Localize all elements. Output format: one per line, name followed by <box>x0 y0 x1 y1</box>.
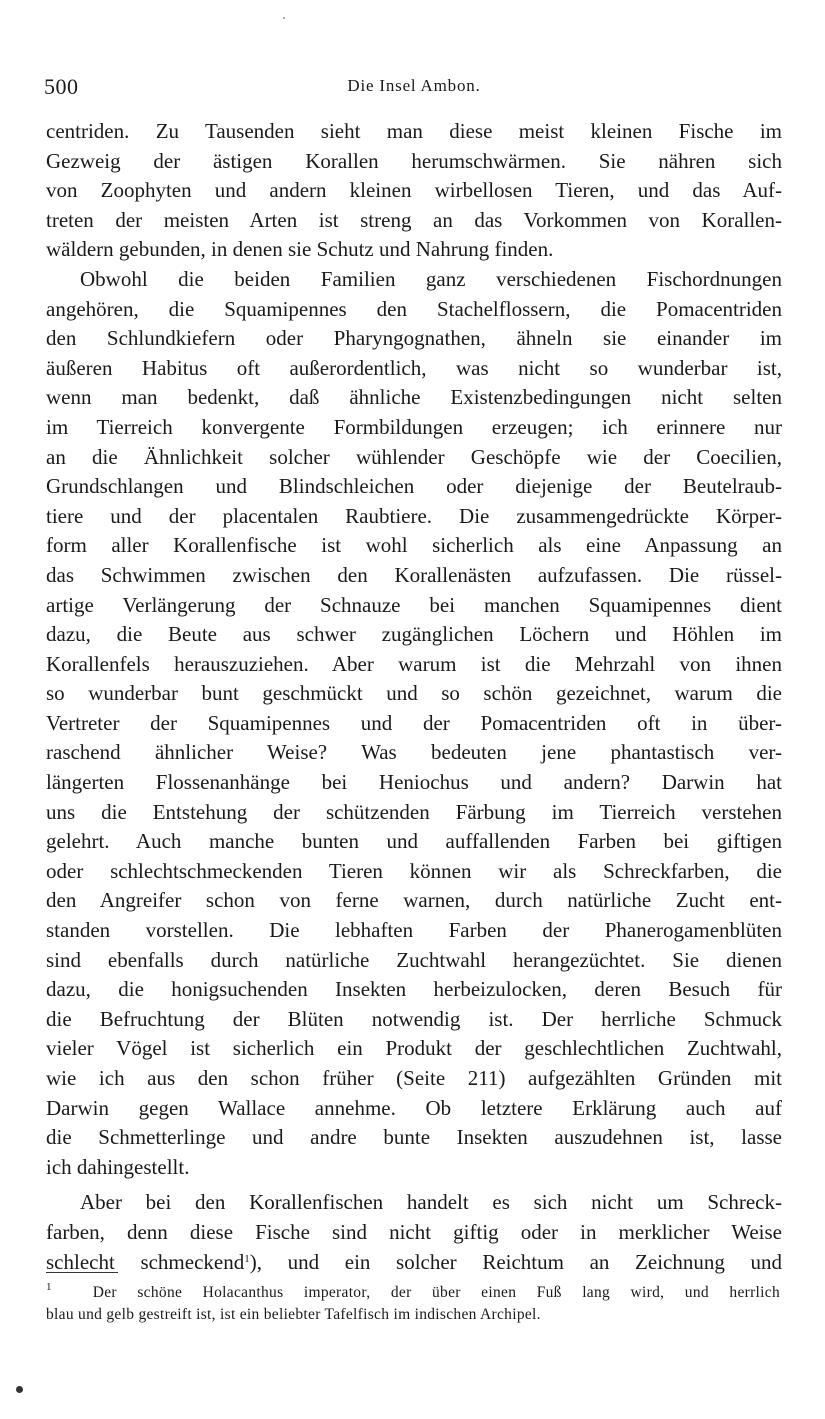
text-line: gelehrt. Auch manche bunten und auffallenden Farben bei giftigen <box>46 829 782 854</box>
text-line: tiere und der placentalen Raubtiere. Die zusammengedrückte Körper- <box>46 503 782 528</box>
text-line: Korallenfels herauszuziehen. Aber warum ist die Mehrzahl von ihnen <box>46 651 782 676</box>
footnote-reference[interactable]: 1 <box>244 1252 250 1265</box>
footnote <box>46 1282 780 1326</box>
footnote-line: blau und gelb gestreift ist, ist ein beliebter Tafelfisch im indischen Archipel. <box>46 1306 541 1323</box>
text-line: dazu, die Beute aus schwer zugänglichen Löchern und Höhlen im <box>46 622 782 647</box>
text-line: angehören, die Squamipennes den Stachelflossern, die Pomacentriden <box>46 296 782 321</box>
text-line: Aber bei den Korallenfischen handelt es sich nicht um Schreck- <box>80 1190 782 1215</box>
text-segment: ), und ein solcher Reichtum an Zeichnung und <box>249 1249 782 1274</box>
paper-speck <box>283 17 285 19</box>
text-line: Grundschlangen und Blindschleichen oder diejenige der Beutelraub- <box>46 474 782 499</box>
text-line: wie ich aus den schon früher (Seite 211) aufgezählten Gründen mit <box>46 1066 782 1090</box>
text-line: das Schwimmen zwischen den Korallenästen aufzufassen. Die rüssel- <box>46 562 782 587</box>
text-line: treten der meisten Arten ist streng an das Vorkommen von Korallen- <box>46 207 782 232</box>
footnote-text: Der schöne Holacanthus imperator, der über einen Fuß lang wird, und herrlich <box>92 1284 780 1301</box>
text-line: oder schlechtschmeckenden Tieren können wir als Schreckfarben, die <box>46 858 782 883</box>
text-line: die Schmetterlinge und andre bunte Insekten auszudehnen ist, lasse <box>46 1125 782 1150</box>
text-line: dazu, die honigsuchenden Insekten herbeizulocken, deren Besuch für <box>46 977 782 1002</box>
text-line: von Zoophyten und andern kleinen wirbellosen Tieren, und das Auf- <box>46 178 782 203</box>
paper-speck <box>16 1386 23 1393</box>
text-line: den Schlundkiefern oder Pharyngognathen, ähneln sie einander im <box>46 326 782 351</box>
footnote-divider <box>46 1272 118 1273</box>
text-line: Obwohl die beiden Familien ganz verschiedenen Fischordnungen <box>80 266 782 291</box>
text-segment: schlecht schmeckend <box>46 1249 245 1274</box>
text-line: ich dahingestellt. <box>46 1154 190 1179</box>
text-line: längerten Flossenanhänge bei Heniochus und andern? Darwin hat <box>46 770 782 795</box>
page-header <box>44 74 784 104</box>
paragraph <box>46 117 782 265</box>
running-title: Die Insel Ambon. <box>347 76 481 95</box>
text-line: äußeren Habitus oft außerordentlich, was nicht so wunderbar ist, <box>46 355 782 380</box>
text-line: sind ebenfalls durch natürliche Zuchtwahl herangezüchtet. Sie dienen <box>46 947 782 972</box>
paragraph <box>46 265 782 1182</box>
footnote-line <box>46 1282 780 1304</box>
footnote-marker: 1 <box>46 1281 52 1293</box>
page-number: 500 <box>44 74 79 99</box>
text-line: im Tierreich konvergente Formbildungen erzeugen; ich erinnere nur <box>46 414 782 439</box>
text-line: form aller Korallenfische ist wohl sicherlich als eine Anpassung an <box>46 533 782 558</box>
paragraph <box>46 1188 782 1277</box>
text-line: an die Ähnlichkeit solcher wühlender Geschöpfe wie der Coecilien, <box>46 444 782 469</box>
text-line: standen vorstellen. Die lebhaften Farben der Phanerogamenblüten <box>46 918 782 943</box>
text-line: Vertreter der Squamipennes und der Pomacentriden oft in über- <box>46 710 782 735</box>
text-line: den Angreifer schon von ferne warnen, durch natürliche Zucht ent- <box>46 888 782 913</box>
text-line: vieler Vögel ist sicherlich ein Produkt der geschlechtlichen Zuchtwahl, <box>46 1036 782 1061</box>
text-line: artige Verlängerung der Schnauze bei manchen Squamipennes dient <box>46 592 782 617</box>
body-text <box>46 117 782 1277</box>
text-line: Darwin gegen Wallace annehme. Ob letztere Erklärung auch auf <box>46 1095 782 1120</box>
text-line: die Befruchtung der Blüten notwendig ist. Der herrliche Schmuck <box>46 1006 782 1031</box>
text-line: centriden. Zu Tausenden sieht man diese meist kleinen Fische im <box>46 119 782 143</box>
text-line: raschend ähnlicher Weise? Was bedeuten jene phantastisch ver- <box>46 740 782 765</box>
text-line: Gezweig der ästigen Korallen herumschwärmen. Sie nähren sich <box>46 148 782 173</box>
text-line: wenn man bedenkt, daß ähnliche Existenzbedingungen nicht selten <box>46 385 782 410</box>
text-line <box>46 1248 782 1278</box>
text-line: wäldern gebunden, in denen sie Schutz und Nahrung finden. <box>46 237 554 262</box>
text-line: uns die Entstehung der schützenden Färbung im Tierreich verstehen <box>46 799 782 824</box>
text-line: farben, denn diese Fische sind nicht giftig oder in merklicher Weise <box>46 1219 782 1244</box>
text-line: so wunderbar bunt geschmückt und so schön gezeichnet, warum die <box>46 681 782 706</box>
